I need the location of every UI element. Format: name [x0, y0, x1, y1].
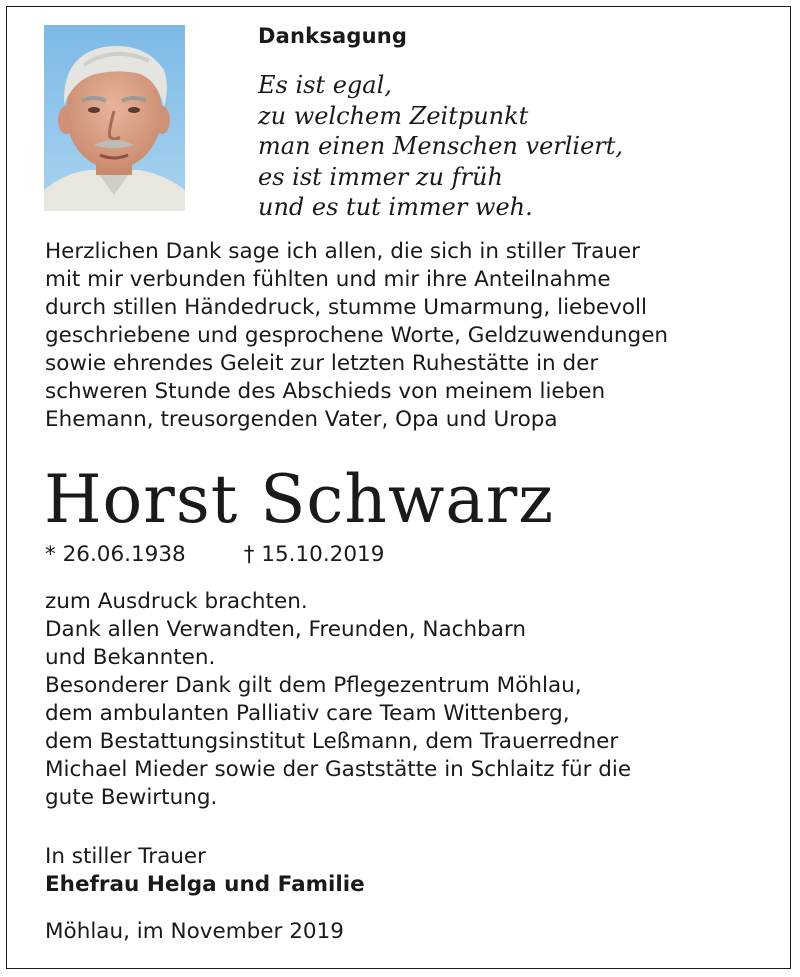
paragraph-line: sowie ehrendes Geleit zur letzten Ruhestätte in der	[45, 351, 599, 376]
paragraph-line: durch stillen Händedruck, stumme Umarmung, liebevoll	[45, 295, 647, 320]
closing-intro: In stiller Trauer	[45, 844, 206, 869]
paragraph-line: geschriebene und gesprochene Worte, Geldzuwendungen	[45, 323, 669, 348]
place-and-date: Möhlau, im November 2019	[45, 919, 344, 944]
poem-line: es ist immer zu früh	[258, 162, 503, 191]
poem-line: zu welchem Zeitpunkt	[258, 101, 529, 130]
mourners-signature: Ehefrau Helga und Familie	[45, 872, 365, 897]
paragraph-line: Dank allen Verwandten, Freunden, Nachbarn	[45, 617, 526, 642]
poem-line: man einen Menschen verliert,	[258, 132, 624, 160]
life-dates	[45, 541, 384, 569]
acknowledgement-paragraph	[45, 588, 631, 812]
paragraph-line: dem ambulanten Palliativ care Team Wittenberg,	[45, 701, 570, 726]
closing-block	[45, 843, 365, 899]
paragraph-line: zum Ausdruck brachten.	[45, 589, 308, 614]
portrait-photo-icon	[44, 25, 185, 211]
paragraph-line: mit mir verbunden fühlten und mir ihre Anteilnahme	[45, 267, 611, 292]
poem-line: Es ist egal,	[258, 71, 392, 99]
notice-heading: Danksagung	[258, 24, 408, 48]
paragraph-line: und Bekannten.	[45, 645, 216, 670]
paragraph-line: gute Bewirtung.	[45, 785, 218, 810]
paragraph-line: Ehemann, treusorgenden Vater, Opa und Uropa	[45, 407, 558, 432]
paragraph-line: Herzlichen Dank sage ich allen, die sich in stiller Trauer	[45, 239, 640, 264]
deceased-name: Horst Schwarz	[44, 461, 555, 538]
death-date: † 15.10.2019	[243, 542, 385, 567]
poem-line: und es tut immer weh.	[258, 193, 533, 221]
paragraph-line: dem Bestattungsinstitut Leßmann, dem Trauerredner	[45, 729, 619, 754]
paragraph-line: schweren Stunde des Abschieds von meinem lieben	[45, 379, 606, 404]
thanks-paragraph	[45, 238, 668, 434]
paragraph-line: Besonderer Dank gilt dem Pflegezentrum Möhlau,	[45, 673, 582, 698]
poem	[258, 70, 623, 223]
portrait-photo	[44, 25, 185, 211]
birth-date: * 26.06.1938	[45, 542, 186, 567]
paragraph-line: Michael Mieder sowie der Gaststätte in Schlaitz für die	[45, 757, 632, 782]
